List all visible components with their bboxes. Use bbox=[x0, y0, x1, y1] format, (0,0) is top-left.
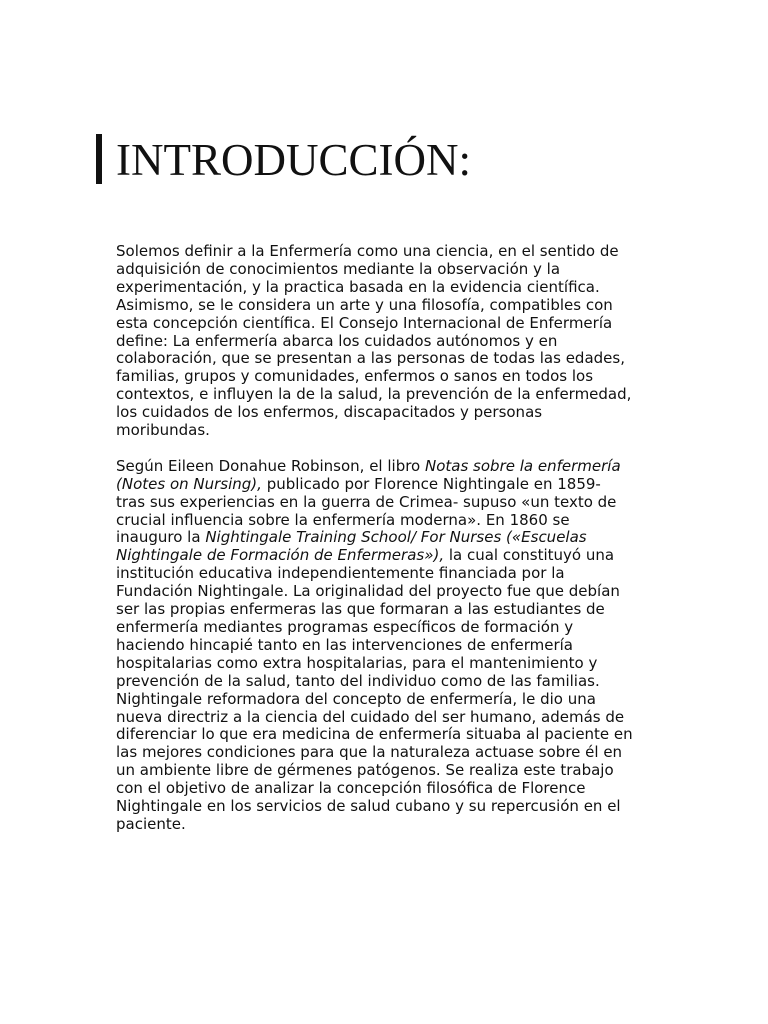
text-line: paciente. bbox=[116, 814, 186, 833]
text-line: hospitalarias como extra hospitalarias, para el mantenimiento y bbox=[116, 653, 598, 672]
heading-accent-bar bbox=[96, 134, 102, 184]
text-line: ser las propias enfermeras las que formaran a las estudiantes de bbox=[116, 600, 605, 619]
text-line: moribundas. bbox=[116, 421, 210, 440]
text-line: define: La enfermería abarca los cuidados autónomos y en bbox=[116, 331, 558, 350]
text-run: inauguro la bbox=[116, 528, 206, 547]
body-text bbox=[116, 243, 656, 834]
text-line: nueva directriz a la ciencia del cuidado del ser humano, además de bbox=[116, 707, 625, 726]
school-name-italic: Nightingale de Formación de Enfermeras»), bbox=[116, 546, 445, 565]
text-line: Asimismo, se le considera un arte y una filosofía, compatibles con bbox=[116, 295, 613, 314]
book-title-italic: (Notes on Nursing), bbox=[116, 474, 262, 493]
text-line bbox=[116, 547, 656, 565]
paragraph-2 bbox=[116, 458, 656, 834]
text-line: enfermería mediantes programas específicos de formación y bbox=[116, 618, 574, 637]
text-line: las mejores condiciones para que la naturaleza actuase sobre él en bbox=[116, 743, 623, 762]
text-line: experimentación, y la practica basada en la evidencia científica. bbox=[116, 277, 600, 296]
text-line: familias, grupos y comunidades, enfermos o sanos en todos los bbox=[116, 367, 594, 386]
text-line: diferenciar lo que era medicina de enfermería situaba al paciente en bbox=[116, 725, 633, 744]
text-line: Nightingale reformadora del concepto de enfermería, le dio una bbox=[116, 689, 596, 708]
text-line: tras sus experiencias en la guerra de Crimea- supuso «un texto de bbox=[116, 492, 617, 511]
text-line: contextos, e influyen la de la salud, la prevención de la enfermedad, bbox=[116, 385, 632, 404]
text-run: Según Eileen Donahue Robinson, el libro bbox=[116, 456, 425, 475]
text-line bbox=[116, 476, 656, 494]
text-line: haciendo hincapié tanto en las intervenciones de enfermería bbox=[116, 635, 573, 654]
text-line: esta concepción científica. El Consejo Internacional de Enfermería bbox=[116, 313, 613, 332]
school-name-italic: Nightingale Training School/ For Nurses («Escuelas bbox=[205, 528, 587, 547]
text-line: Solemos definir a la Enfermería como una ciencia, en el sentido de bbox=[116, 242, 619, 260]
paragraph-1 bbox=[116, 243, 656, 440]
text-line: institución educativa independientemente financiada por la bbox=[116, 564, 565, 583]
page-title: INTRODUCCIÓN: bbox=[116, 135, 471, 185]
text-line: los cuidados de los enfermos, discapacitados y personas bbox=[116, 403, 543, 422]
text-line: con el objetivo de analizar la concepción filosófica de Florence bbox=[116, 779, 586, 798]
text-line: adquisición de conocimientos mediante la observación y la bbox=[116, 259, 561, 278]
book-title-italic: Notas sobre la enfermería bbox=[425, 456, 621, 475]
text-run: la cual constituyó una bbox=[444, 546, 615, 565]
text-run: publicado por Florence Nightingale en 1859- bbox=[261, 474, 601, 493]
text-line: un ambiente libre de gérmenes patógenos. Se realiza este trabajo bbox=[116, 761, 614, 780]
text-line bbox=[116, 458, 656, 476]
text-line: Nightingale en los servicios de salud cubano y su repercusión en el bbox=[116, 797, 621, 816]
text-line: prevención de la salud, tanto del individuo como de las familias. bbox=[116, 671, 600, 690]
text-line: colaboración, que se presentan a las personas de todas las edades, bbox=[116, 349, 625, 368]
text-line: Fundación Nightingale. La originalidad del proyecto fue que debían bbox=[116, 582, 620, 601]
text-line: crucial influencia sobre la enfermería moderna». En 1860 se bbox=[116, 510, 570, 529]
text-line bbox=[116, 529, 656, 547]
